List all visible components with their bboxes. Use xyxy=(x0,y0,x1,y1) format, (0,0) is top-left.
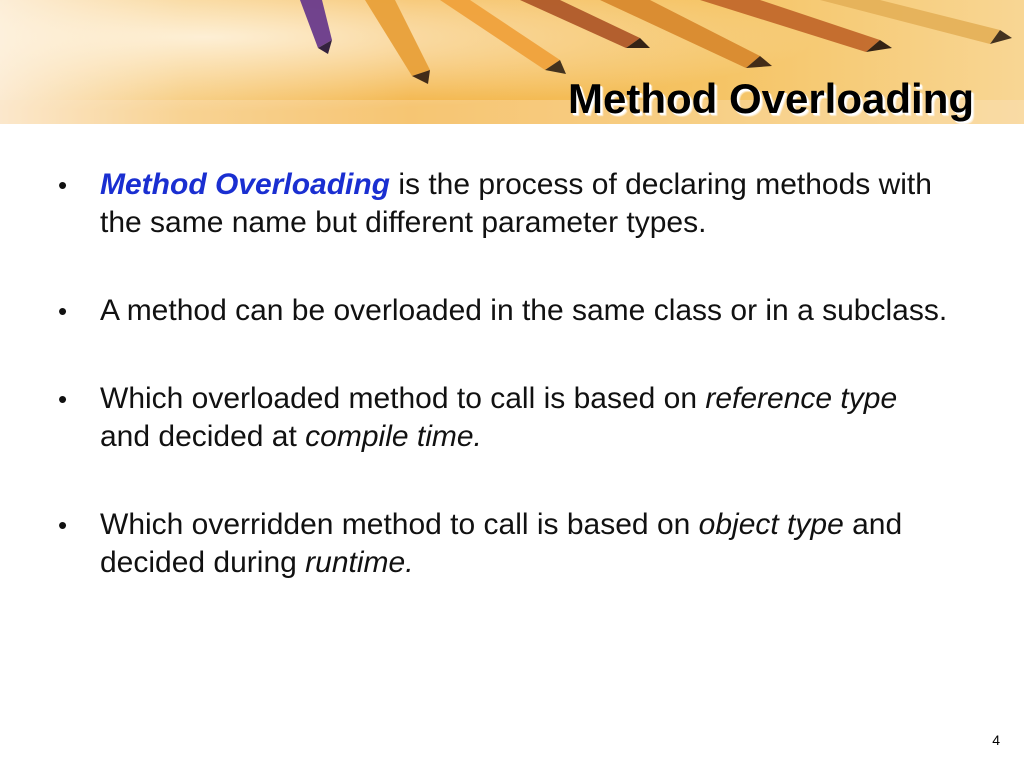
bullet-text: A method can be overloaded in the same class or in a subclass. xyxy=(100,294,948,327)
emphasized-text: object type xyxy=(698,508,844,541)
emphasized-text: runtime. xyxy=(305,546,414,579)
emphasized-text: compile time. xyxy=(305,420,482,453)
bullet-item xyxy=(54,166,954,242)
bullet-text: and decided at xyxy=(100,420,306,453)
bullet-item xyxy=(54,506,954,582)
bullet-item xyxy=(54,380,954,456)
highlighted-term: Method Overloading xyxy=(100,168,391,201)
bullet-text: and decided during xyxy=(100,508,903,579)
page-number: 4 xyxy=(992,732,1000,748)
bullet-item xyxy=(54,292,954,330)
bullet-text: Which overloaded method to call is based on xyxy=(100,382,706,415)
bullet-text: is the process of declaring methods with the same name but different parameter types. xyxy=(100,168,932,239)
bullet-list xyxy=(54,166,954,632)
slide-title: Method Overloading xyxy=(567,75,974,122)
bullet-marker: • xyxy=(58,296,68,326)
bullet-marker: • xyxy=(58,510,68,540)
bullet-text: Which overridden method to call is based on xyxy=(100,508,699,541)
bullet-marker: • xyxy=(58,384,68,414)
bullet-marker: • xyxy=(58,170,68,200)
emphasized-text: reference type xyxy=(705,382,898,415)
